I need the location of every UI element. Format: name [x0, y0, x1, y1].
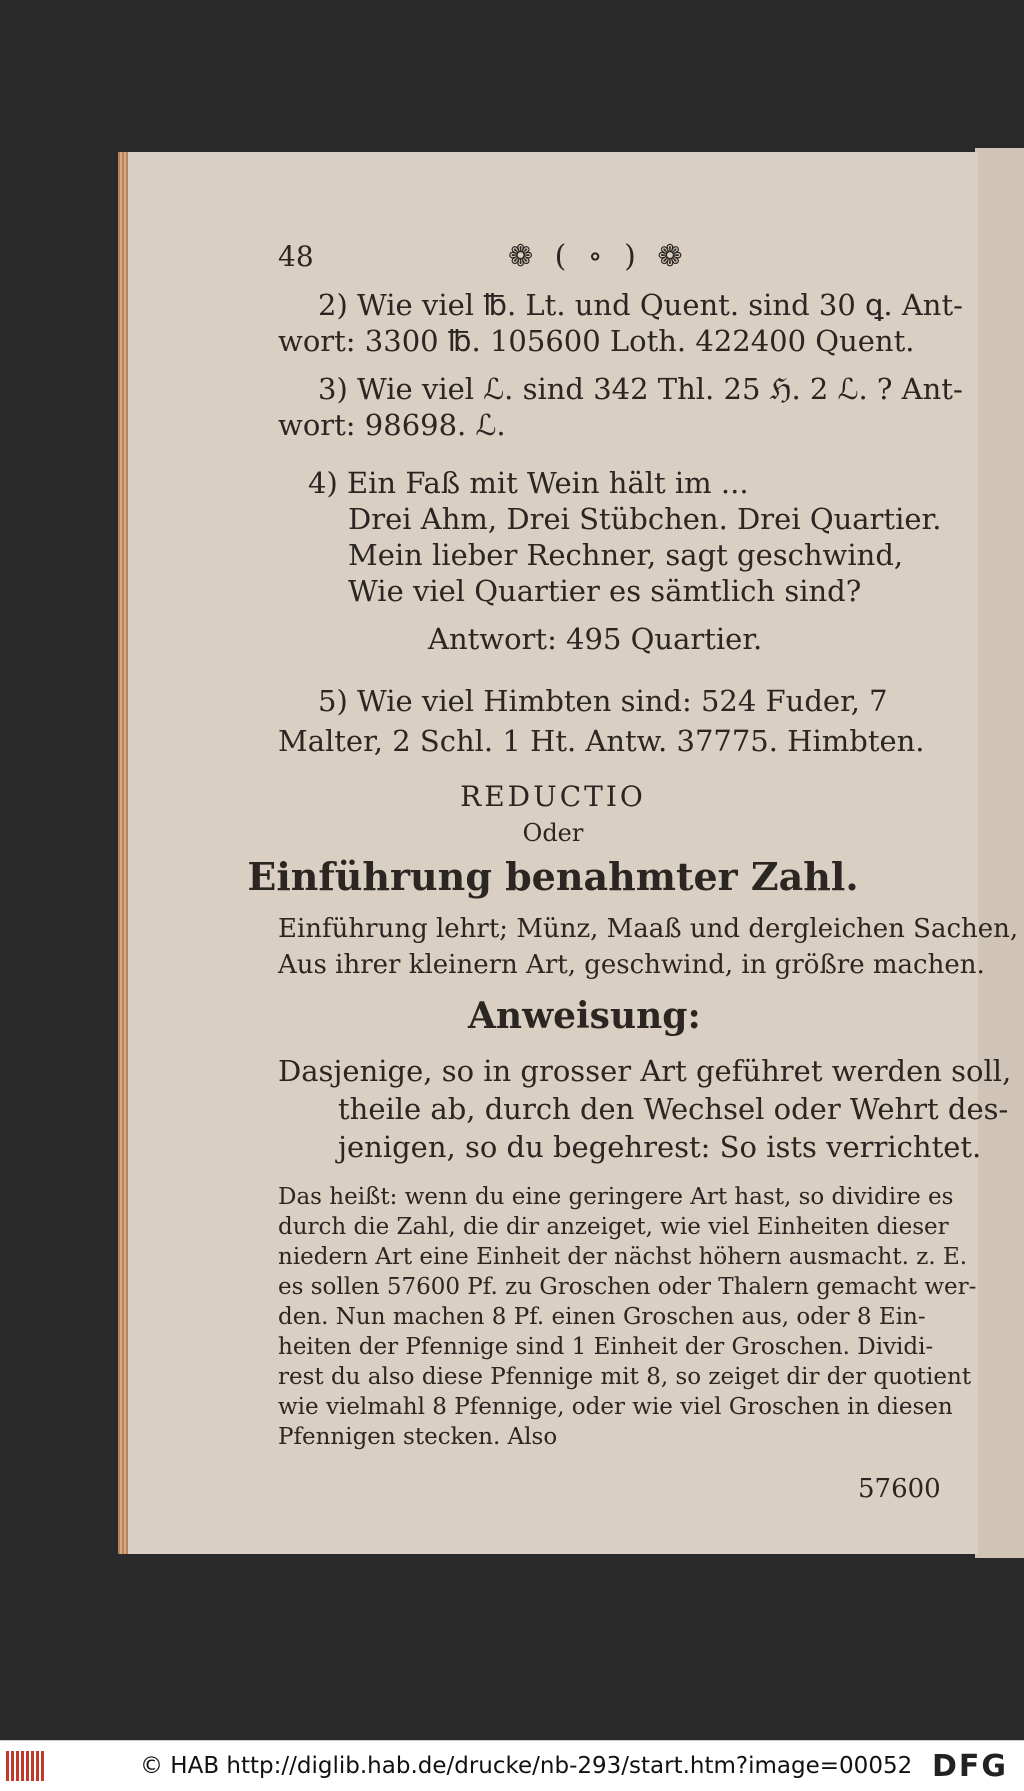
paragraph-line-5: den. Nun machen 8 Pf. einen Groschen aus, oder 8 Ein-	[278, 1304, 926, 1330]
problem-2-line-2: wort: 3300 ℔. 105600 Loth. 422400 Quent.	[278, 324, 915, 358]
paragraph-line-8: wie vielmahl 8 Pfennige, oder wie viel Groschen in diesen	[278, 1394, 953, 1420]
book-page	[118, 152, 1019, 1554]
catchword: 57600	[858, 1474, 941, 1504]
rule-line-2: theile ab, durch den Wechsel oder Wehrt des-	[338, 1092, 1009, 1126]
problem-4-answer: Antwort: 495 Quartier.	[428, 622, 763, 656]
paragraph-line-3: niedern Art eine Einheit der nächst höhern ausmacht. z. E.	[278, 1244, 968, 1270]
instruction-heading: Anweisung:	[468, 995, 701, 1037]
problem-3-line-1: 3) Wie viel ℒ. sind 342 Thl. 25 ℌ. 2 ℒ. ? Ant-	[318, 372, 963, 406]
section-title: Einführung benahmter Zahl.	[247, 854, 859, 899]
section-label: REDUCTIO	[460, 780, 646, 813]
page-edge	[118, 152, 128, 1554]
rule-line-3: jenigen, so du begehrest: So ists verrichtet.	[338, 1130, 982, 1164]
page-number: 48	[278, 240, 314, 273]
verse-line-2: Aus ihrer kleinern Art, geschwind, in größre machen.	[278, 950, 985, 980]
paragraph-line-1: Das heißt: wenn du eine geringere Art hast, so dividire es	[278, 1184, 954, 1210]
dfg-logo: DFG	[932, 1749, 1009, 1784]
copyright-link[interactable]: © HAB http://diglib.hab.de/drucke/nb-293/start.htm?image=00052	[140, 1753, 913, 1779]
paragraph-line-6: heiten der Pfennige sind 1 Einheit der Groschen. Dividi-	[278, 1334, 934, 1360]
next-page-edge	[975, 148, 1024, 1558]
paragraph-line-7: rest du also diese Pfennige mit 8, so zeiget dir der quotient	[278, 1364, 972, 1390]
paragraph-line-9: Pfennigen stecken. Also	[278, 1424, 558, 1450]
paragraph-line-2: durch die Zahl, die dir anzeiget, wie viel Einheiten dieser	[278, 1214, 949, 1240]
problem-4-line-1: 4) Ein Faß mit Wein hält im ...	[308, 466, 749, 500]
section-connector: Oder	[522, 819, 584, 847]
problem-5-line-1: 5) Wie viel Himbten sind: 524 Fuder, 7	[318, 684, 888, 718]
rule-line-1: Dasjenige, so in grosser Art geführet werden soll,	[278, 1054, 1012, 1088]
verse-line-1: Einführung lehrt; Münz, Maaß und dergleichen Sachen,	[278, 914, 1019, 944]
problem-2-line-1: 2) Wie viel ℔. Lt. und Quent. sind 30 ꝗ. Ant-	[318, 288, 963, 322]
paragraph-line-4: es sollen 57600 Pf. zu Groschen oder Thalern gemacht wer-	[278, 1274, 977, 1300]
problem-4-line-2: Drei Ahm, Drei Stübchen. Drei Quartier.	[348, 502, 942, 536]
problem-3-line-2: wort: 98698. ℒ.	[278, 408, 506, 442]
problem-4-line-4: Wie viel Quartier es sämtlich sind?	[348, 574, 862, 608]
problem-4-line-3: Mein lieber Rechner, sagt geschwind,	[348, 538, 904, 572]
running-header: ❁ ( ∘ ) ❁	[508, 239, 689, 274]
problem-5-line-2: Malter, 2 Schl. 1 Ht. Antw. 37775. Himbten.	[278, 724, 925, 758]
barcode-icon	[6, 1751, 46, 1781]
footer-bar	[0, 1740, 1024, 1791]
